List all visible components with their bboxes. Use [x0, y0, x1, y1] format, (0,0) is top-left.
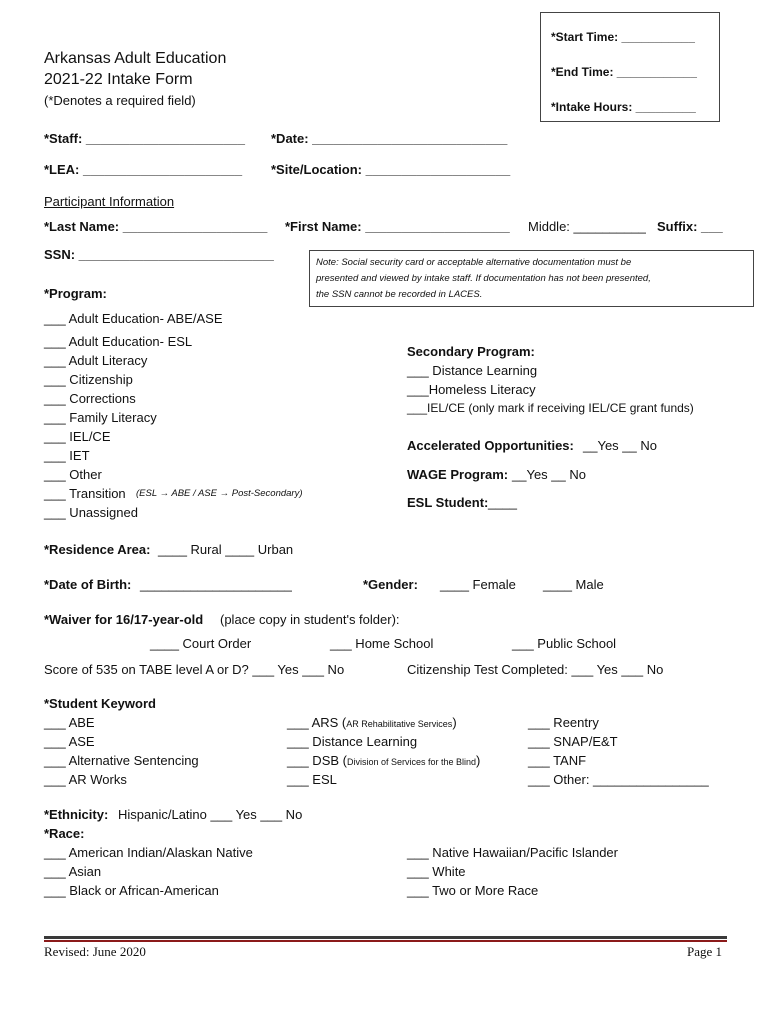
- dsb-detail: Division of Services for the Blind: [346, 757, 477, 767]
- waiver-note: (place copy in student's folder):: [220, 612, 400, 627]
- keyword-item[interactable]: ___ Alternative Sentencing: [44, 753, 199, 768]
- program-item[interactable]: ___ Other: [44, 467, 102, 482]
- race-item[interactable]: ___ Native Hawaiian/Pacific Islander: [407, 845, 618, 860]
- gender-label: *Gender:: [363, 577, 418, 592]
- footer-rule-dark: [44, 936, 727, 939]
- keyword-item[interactable]: ___ SNAP/E&T: [528, 734, 618, 749]
- footer-page-number: Page 1: [687, 944, 723, 959]
- accelerated-opportunities-label: Accelerated Opportunities:: [407, 438, 574, 453]
- program-item[interactable]: ___ Family Literacy: [44, 410, 157, 425]
- lea-field[interactable]: *LEA: ______________________: [44, 162, 243, 177]
- student-keyword-label: *Student Keyword: [44, 696, 156, 711]
- program-item[interactable]: ___ Adult Education- ABE/ASE: [44, 311, 223, 326]
- footer-rule-red: [44, 940, 727, 942]
- dsb-close-paren: ): [476, 753, 481, 768]
- wage-program-options[interactable]: __Yes __ No: [512, 467, 586, 482]
- tabe-score-question[interactable]: Score of 535 on TABE level A or D? ___ Yes ___ No: [44, 662, 345, 677]
- ethnicity-label: *Ethnicity:: [44, 807, 109, 822]
- footer-revised-date: Revised: June 2020: [44, 944, 146, 959]
- secondary-program-item[interactable]: ___ Distance Learning: [407, 363, 538, 378]
- ssn-note-line1: Note: Social security card or acceptable alternative documentation must be: [316, 257, 632, 268]
- form-title-line2: 2021-22 Intake Form: [44, 71, 193, 88]
- staff-field[interactable]: *Staff: ______________________: [44, 131, 245, 146]
- ars-close-paren: ): [452, 715, 457, 730]
- end-time-field[interactable]: *End Time: ____________: [551, 65, 697, 79]
- date-field[interactable]: *Date: ___________________________: [271, 131, 508, 146]
- form-title-line1: Arkansas Adult Education: [44, 50, 227, 67]
- program-item[interactable]: ___ Citizenship: [44, 372, 133, 387]
- ssn-note-box: [309, 250, 754, 307]
- program-label: *Program:: [44, 286, 107, 301]
- date-of-birth-field[interactable]: _____________________: [140, 577, 292, 592]
- race-item[interactable]: ___ Asian: [44, 864, 102, 879]
- race-item[interactable]: ___ White: [407, 864, 466, 879]
- keyword-item[interactable]: ___ AR Works: [44, 772, 127, 787]
- keyword-item[interactable]: ___ Reentry: [528, 715, 599, 730]
- residence-area-label: *Residence Area:: [44, 542, 151, 557]
- date-of-birth-label: *Date of Birth:: [44, 577, 132, 592]
- ssn-note-line2: presented and viewed by intake staff. If documentation has not been presented,: [316, 273, 651, 284]
- participant-info-heading: Participant Information: [44, 194, 175, 209]
- esl-student-field[interactable]: ____: [488, 495, 517, 510]
- program-item[interactable]: ___ Transition: [44, 486, 126, 501]
- middle-name-field[interactable]: Middle: __________: [528, 219, 646, 234]
- site-location-field[interactable]: *Site/Location: ____________________: [271, 162, 511, 177]
- secondary-program-label: Secondary Program:: [407, 344, 535, 359]
- citizenship-test-question[interactable]: Citizenship Test Completed: ___ Yes ___ No: [407, 662, 664, 677]
- last-name-field[interactable]: *Last Name: ____________________: [44, 219, 268, 234]
- ars-detail: AR Rehabilitative Services: [346, 719, 453, 729]
- keyword-item[interactable]: ___ ABE: [44, 715, 95, 730]
- keyword-item[interactable]: ___ Distance Learning: [287, 734, 418, 749]
- program-item[interactable]: ___ Adult Education- ESL: [44, 334, 193, 349]
- keyword-item[interactable]: ___ ASE: [44, 734, 95, 749]
- first-name-field[interactable]: *First Name: ____________________: [285, 219, 510, 234]
- esl-student-label: ESL Student:: [407, 495, 489, 510]
- keyword-item-ars[interactable]: [287, 716, 457, 729]
- keyword-item[interactable]: ___ ESL: [287, 772, 337, 787]
- intake-hours-field[interactable]: *Intake Hours: _________: [551, 100, 696, 114]
- accelerated-opportunities-options[interactable]: __Yes __ No: [583, 438, 657, 453]
- ethnicity-options[interactable]: Hispanic/Latino ___ Yes ___ No: [118, 807, 303, 822]
- gender-female-option[interactable]: ____ Female: [440, 577, 516, 592]
- race-item[interactable]: ___ Black or African-American: [44, 883, 219, 898]
- residence-area-options[interactable]: ____ Rural ____ Urban: [158, 542, 294, 557]
- secondary-program-item[interactable]: ___IEL/CE (only mark if receiving IEL/CE grant funds): [407, 401, 694, 415]
- transition-detail: (ESL → ABE / ASE → Post-Secondary): [136, 488, 303, 499]
- start-time-field[interactable]: *Start Time: ___________: [551, 30, 695, 44]
- race-item[interactable]: ___ Two or More Race: [407, 883, 539, 898]
- race-item[interactable]: ___ American Indian/Alaskan Native: [44, 845, 253, 860]
- ssn-note-line3: the SSN cannot be recorded in LACES.: [316, 289, 483, 300]
- waiver-public-school-option[interactable]: ___ Public School: [512, 636, 617, 651]
- waiver-court-order-option[interactable]: ____ Court Order: [150, 636, 252, 651]
- race-label: *Race:: [44, 826, 85, 841]
- time-box: [540, 12, 720, 122]
- keyword-item[interactable]: ___ TANF: [528, 753, 587, 768]
- wage-program-label: WAGE Program:: [407, 467, 509, 482]
- keyword-item-dsb[interactable]: [287, 754, 480, 767]
- keyword-item[interactable]: ___ Other: ________________: [528, 772, 709, 787]
- program-item[interactable]: ___ Corrections: [44, 391, 136, 406]
- ssn-field[interactable]: SSN: ___________________________: [44, 247, 274, 262]
- suffix-field[interactable]: Suffix: ___: [657, 219, 723, 234]
- program-item[interactable]: ___ Unassigned: [44, 505, 138, 520]
- waiver-home-school-option[interactable]: ___ Home School: [330, 636, 434, 651]
- program-item[interactable]: ___ IEL/CE: [44, 429, 111, 444]
- waiver-label: *Waiver for 16/17-year-old: [44, 612, 204, 627]
- secondary-program-item[interactable]: ___Homeless Literacy: [407, 382, 536, 397]
- gender-male-option[interactable]: ____ Male: [543, 577, 604, 592]
- program-item[interactable]: ___ IET: [44, 448, 90, 463]
- keyword-dsb-prefix: ___ DSB (: [287, 753, 347, 768]
- program-item[interactable]: ___ Adult Literacy: [44, 353, 148, 368]
- keyword-ars-prefix: ___ ARS (: [287, 715, 347, 730]
- required-field-note: (*Denotes a required field): [44, 93, 196, 108]
